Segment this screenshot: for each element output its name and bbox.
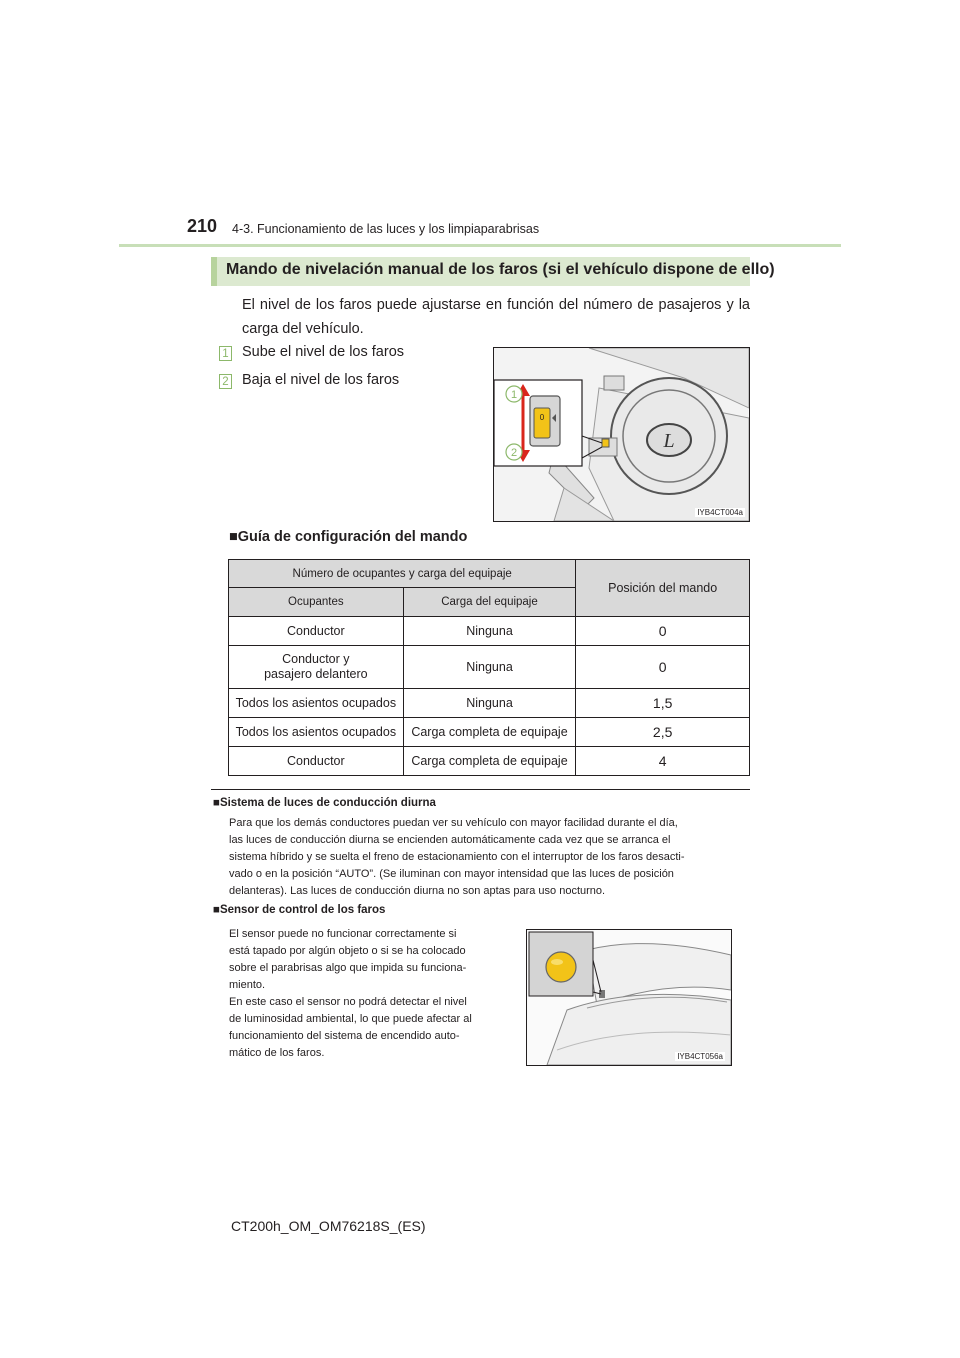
table-cell-position: 2,5 xyxy=(576,718,750,747)
table-row xyxy=(229,689,750,718)
item-text: Baja el nivel de los faros xyxy=(242,372,400,388)
note-line: de luminosidad ambiental, lo que puede afectar al xyxy=(229,1013,472,1025)
note-line: Para que los demás conductores puedan ver su vehículo con mayor facilidad durante el día, xyxy=(229,817,678,829)
table-header-load: Carga del equipaje xyxy=(403,588,576,617)
section-divider xyxy=(211,789,750,790)
page-number: 210 xyxy=(187,216,218,236)
table-header-occupants: Ocupantes xyxy=(229,588,404,617)
section-title: Mando de nivelación manual de los faros (si el vehículo dispone de ello) xyxy=(226,261,775,278)
sensor-illustration xyxy=(527,930,731,1065)
note-body xyxy=(229,926,517,1062)
table-cell-occupants-line: Conductor y xyxy=(282,652,350,666)
note-line: delanteras). Las luces de conducción diurna no son aptas para uso nocturno. xyxy=(229,885,606,897)
table-cell-occupants: Todos los asientos ocupados xyxy=(229,689,404,718)
table-row xyxy=(229,617,750,646)
item-text: Sube el nivel de los faros xyxy=(242,344,405,360)
table-header-group: Número de ocupantes y carga del equipaje xyxy=(229,560,576,588)
figure-code: IYB4CT056a xyxy=(677,1052,723,1061)
figure-code: IYB4CT004a xyxy=(697,508,743,517)
table-row xyxy=(229,747,750,776)
note-body xyxy=(229,815,745,900)
note-line: sistema híbrido y se suelta el freno de estacionamiento con el interruptor de los faros desacti- xyxy=(229,851,685,863)
table-row xyxy=(229,718,750,747)
table-cell-load: Carga completa de equipaje xyxy=(403,718,576,747)
table-cell-load: Carga completa de equipaje xyxy=(403,747,576,776)
table-cell-position: 1,5 xyxy=(576,689,750,718)
note-line: vado o en la posición “AUTO”. (Se iluminan con mayor intensidad que las luces de posición xyxy=(229,868,674,880)
table-cell-load: Ninguna xyxy=(403,646,576,689)
figure-callout: 1 xyxy=(510,389,518,401)
table-cell-load: Ninguna xyxy=(403,689,576,718)
table-header-position: Posición del mando xyxy=(576,560,750,617)
settings-table xyxy=(228,559,750,776)
sensor-figure xyxy=(526,929,732,1066)
table-cell-occupants: Conductor xyxy=(229,617,404,646)
note-line: las luces de conducción diurna se encienden automáticamente cada vez que se arranca el xyxy=(229,834,671,846)
dashboard-illustration xyxy=(494,348,749,521)
note-line: miento. xyxy=(229,979,266,991)
table-cell-load: Ninguna xyxy=(403,617,576,646)
note-line: funcionamiento del sistema de encendido auto- xyxy=(229,1030,460,1042)
note-line: mático de los faros. xyxy=(229,1047,325,1059)
svg-text:0: 0 xyxy=(539,413,545,422)
svg-text:L: L xyxy=(663,430,675,452)
table-cell-occupants xyxy=(229,646,404,689)
table-cell-position: 4 xyxy=(576,747,750,776)
table-cell-occupants-line: pasajero delantero xyxy=(264,667,368,681)
dashboard-figure xyxy=(493,347,750,522)
note-heading: ■Sistema de luces de conducción diurna xyxy=(213,797,436,809)
note-heading: ■Sensor de control de los faros xyxy=(213,904,386,916)
header-rule xyxy=(119,244,841,247)
table-cell-occupants: Todos los asientos ocupados xyxy=(229,718,404,747)
table-cell-occupants: Conductor xyxy=(229,747,404,776)
document-code: CT200h_OM_OM76218S_(ES) xyxy=(231,1218,426,1234)
note-line: En este caso el sensor no podrá detectar el nivel xyxy=(229,996,467,1008)
subheading: ■Guía de configuración del mando xyxy=(229,529,468,545)
note-line: está tapado por algún objeto o si se ha colocado xyxy=(229,945,466,957)
table-cell-position: 0 xyxy=(576,617,750,646)
note-line: sobre el parabrisas algo que impida su funciona- xyxy=(229,962,467,974)
item-number-badge: 1 xyxy=(219,346,232,361)
table-cell-position: 0 xyxy=(576,646,750,689)
section-intro: El nivel de los faros puede ajustarse en función del número de pasajeros y la carga del vehículo. xyxy=(242,297,750,337)
table-row xyxy=(229,646,750,689)
item-number-badge: 2 xyxy=(219,374,232,389)
figure-callout: 2 xyxy=(510,447,518,459)
chapter-title: 4-3. Funcionamiento de las luces y los limpiaparabrisas xyxy=(232,222,540,236)
note-line: El sensor puede no funcionar correctamente si xyxy=(229,928,457,940)
